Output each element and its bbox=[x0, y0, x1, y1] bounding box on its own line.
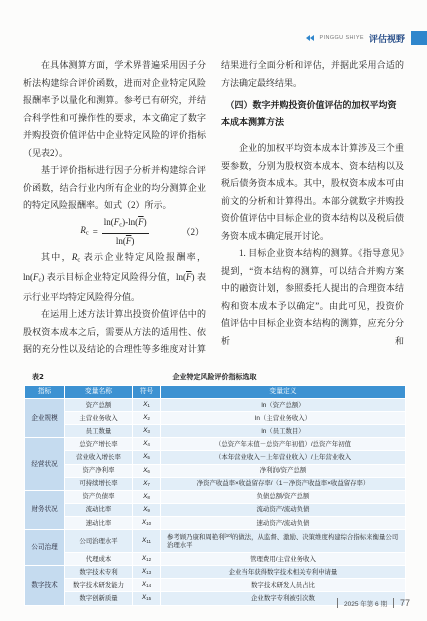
body-paragraph: 基于评价指标进行因子分析并构建综合评价函数，结合行业内所有企业的均分测算企业的特定风险报酬率。如式（2）所示。 bbox=[23, 165, 206, 210]
variable-name: 资产净利率 bbox=[65, 464, 133, 477]
table-row bbox=[25, 566, 406, 579]
text-run: ln( bbox=[115, 235, 126, 246]
math-variable: R bbox=[71, 251, 78, 262]
variable-name: 员工数量 bbox=[65, 425, 133, 438]
math-variable: F bbox=[33, 271, 39, 282]
symbol-letter: X bbox=[143, 414, 148, 422]
right-text-column bbox=[221, 57, 404, 350]
symbol-letter: X bbox=[143, 492, 148, 500]
body-paragraph: 在具体测算方面，学术界普遍采用因子分析法构建综合评价函数，进而对企业特定风险报酬率予以量化和测算。参考已有研究，并结合科学性和可操作性的要求，本文确定了数字并购投资价值评估中企业特定风险的评价指标（见表2）。 bbox=[23, 60, 206, 158]
table-row bbox=[25, 412, 406, 425]
math-variable: R bbox=[80, 224, 86, 235]
mean-variable: $\overline{F}$ bbox=[138, 217, 144, 228]
variable-symbol bbox=[133, 516, 161, 529]
reference-marker: [10] bbox=[224, 532, 232, 538]
symbol-letter: X bbox=[141, 518, 147, 526]
variable-definition: ln（员工数目） bbox=[161, 425, 406, 438]
indicator-category: 数字技术 bbox=[25, 566, 65, 605]
formula-equals-sign: = bbox=[92, 226, 98, 237]
symbol-letter: X bbox=[141, 594, 147, 602]
table-row bbox=[25, 451, 406, 464]
variable-name: 公司治理水平 bbox=[65, 530, 133, 553]
section-pinyin: PINGGU SHIYE bbox=[319, 35, 364, 41]
running-header bbox=[306, 32, 405, 44]
variable-name: 流动比率 bbox=[65, 503, 133, 516]
table-row bbox=[25, 516, 406, 529]
symbol-subscript: 10 bbox=[146, 521, 152, 527]
symbol-subscript: 6 bbox=[147, 468, 150, 474]
mean-variable: $\overline{F}$ bbox=[186, 271, 192, 282]
variable-name: 数字技术研发能力 bbox=[65, 579, 133, 592]
variable-symbol bbox=[133, 477, 161, 490]
symbol-letter: X bbox=[141, 568, 147, 576]
left-text-column bbox=[23, 57, 206, 359]
table-row bbox=[25, 490, 406, 503]
section-heading: （四）数字并购投资价值评估的加权平均资本成本测算方法 bbox=[221, 101, 397, 128]
body-paragraph: 1. 目标企业资本结构的测算。《指导意见》提到，“资本结构的测算，可以结合并购方案中的融资计划，参照委托人提出的合理资本结构和资本成本予以确定”。由此可见，投资价值评估中目标企业资本结构的测算，应充分分析和 bbox=[221, 248, 404, 346]
page-footer bbox=[337, 597, 410, 609]
text-run: ) 表示目标企业特定风险得分值，ln( bbox=[41, 271, 187, 282]
symbol-subscript: 4 bbox=[147, 442, 150, 448]
text-run: ) bbox=[131, 235, 135, 246]
symbol-letter: X bbox=[142, 537, 147, 545]
issue-number: 2025 年第 6 期 bbox=[343, 600, 387, 608]
symbol-subscript: 2 bbox=[147, 416, 150, 422]
body-paragraph: 结果进行全面分析和评估，并据此采用合适的方法确定最终结果。 bbox=[221, 60, 404, 88]
subscript: c bbox=[38, 276, 42, 284]
variable-definition: ln（主营业务收入） bbox=[161, 412, 406, 425]
symbol-letter: X bbox=[141, 581, 147, 589]
variable-symbol bbox=[133, 566, 161, 579]
table-caption bbox=[24, 371, 405, 383]
text-run: 参考顾乃康和周艳利 bbox=[167, 533, 225, 541]
symbol-letter: X bbox=[143, 440, 148, 448]
body-paragraph: 企业的加权平均资本成本计算涉及三个重要参数，分别为股权资本成本、资本结构以及税后债务资本成本。其中，股权资本成本可由前文的分析和计算得出。本部分就数字并购投资价值评估中目标企业的资本结构以及税后债务资本成本确定展开讨论。 bbox=[221, 143, 404, 241]
variable-name: 数字创新质量 bbox=[65, 592, 133, 605]
table-row bbox=[25, 425, 406, 438]
table-header-row bbox=[25, 386, 406, 399]
symbol-letter: X bbox=[143, 479, 148, 487]
symbol-letter: X bbox=[141, 555, 147, 563]
symbol-subscript: 9 bbox=[147, 507, 150, 513]
indicator-table bbox=[24, 385, 406, 606]
double-left-arrow-icon bbox=[306, 35, 314, 41]
table-row bbox=[25, 553, 406, 566]
indicator-category: 企业规模 bbox=[25, 399, 65, 438]
formula-denominator bbox=[116, 234, 135, 247]
subscript: c bbox=[85, 229, 89, 237]
symbol-subscript: 15 bbox=[146, 596, 152, 602]
variable-symbol bbox=[133, 438, 161, 451]
table-row bbox=[25, 530, 406, 553]
variable-definition: 速动资产/流动负债 bbox=[161, 516, 406, 529]
table-row bbox=[25, 477, 406, 490]
text-run: ) 表示行业平均特定风险得分值。 bbox=[23, 271, 206, 302]
header-color-block bbox=[411, 31, 427, 45]
footer-divider bbox=[337, 598, 338, 608]
variable-name: 可持续增长率 bbox=[65, 477, 133, 490]
subscript: c bbox=[77, 256, 81, 264]
symbol-letter: X bbox=[143, 466, 148, 474]
footer-divider bbox=[393, 598, 394, 608]
symbol-subscript: 7 bbox=[147, 481, 150, 487]
variable-name: 资产总额 bbox=[65, 399, 133, 412]
table-body bbox=[25, 399, 406, 606]
symbol-subscript: 12 bbox=[146, 557, 152, 563]
table-row bbox=[25, 579, 406, 592]
variable-definition: 净利润/资产总额 bbox=[161, 464, 406, 477]
indicator-category: 经营状况 bbox=[25, 438, 65, 490]
variable-definition: 负债总额/资产总额 bbox=[161, 490, 406, 503]
variable-definition: 企业数字专利被引次数 bbox=[161, 592, 406, 605]
equation-2 bbox=[23, 215, 206, 249]
symbol-letter: X bbox=[143, 453, 148, 461]
subscript: c bbox=[119, 221, 123, 229]
symbol-letter: X bbox=[143, 427, 148, 435]
variable-name: 速动比率 bbox=[65, 516, 133, 529]
variable-symbol bbox=[133, 412, 161, 425]
text-run: 其中， bbox=[41, 251, 72, 262]
table-row bbox=[25, 464, 406, 477]
indicator-category: 公司治理 bbox=[25, 530, 65, 566]
text-run: 表示企业特定风险报酬率，ln( bbox=[23, 251, 206, 282]
body-paragraph bbox=[23, 249, 206, 307]
text-run: )-ln( bbox=[122, 217, 139, 228]
variable-definition: 净资产收益率×收益留存率/（1－净资产收益率×收益留存率） bbox=[161, 477, 406, 490]
symbol-subscript: 5 bbox=[147, 455, 150, 461]
variable-definition: 流动资产/流动负债 bbox=[161, 503, 406, 516]
variable-symbol bbox=[133, 553, 161, 566]
variable-name: 主营业务收入 bbox=[65, 412, 133, 425]
variable-symbol bbox=[133, 592, 161, 605]
symbol-subscript: 11 bbox=[146, 539, 151, 545]
variable-symbol bbox=[133, 579, 161, 592]
text-run: ) bbox=[143, 217, 147, 228]
variable-symbol bbox=[133, 530, 161, 553]
variable-symbol bbox=[133, 464, 161, 477]
variable-symbol bbox=[133, 399, 161, 412]
table-row bbox=[25, 438, 406, 451]
indicator-category: 财务状况 bbox=[25, 490, 65, 529]
formula-fraction bbox=[102, 216, 149, 247]
symbol-subscript: 1 bbox=[147, 403, 150, 409]
variable-definition: （本年营业收入－上年营业收入）/上年营业收入 bbox=[161, 451, 406, 464]
variable-name: 营业收入增长率 bbox=[65, 451, 133, 464]
variable-definition: 管理费用/主营业务收入 bbox=[161, 553, 406, 566]
table-label: 表2 bbox=[32, 373, 44, 381]
variable-name: 数字技术专利 bbox=[65, 566, 133, 579]
variable-symbol bbox=[133, 425, 161, 438]
variable-symbol bbox=[133, 451, 161, 464]
column-header: 变量定义 bbox=[161, 386, 406, 399]
variable-symbol bbox=[133, 503, 161, 516]
formula-numerator bbox=[102, 216, 149, 234]
page-number: 77 bbox=[399, 598, 410, 608]
formula-lhs bbox=[80, 224, 88, 240]
equation-number: （2） bbox=[181, 226, 204, 237]
variable-name: 总资产增长率 bbox=[65, 438, 133, 451]
mean-variable: $\overline{F}$ bbox=[125, 235, 132, 246]
text-run: 的做法，从监督、激励、决策维度构建综合指标来衡量公司治理水平 bbox=[167, 533, 399, 550]
symbol-subscript: 8 bbox=[147, 494, 150, 500]
table-row bbox=[25, 399, 406, 412]
symbol-subscript: 3 bbox=[147, 429, 150, 435]
variable-name: 资产负债率 bbox=[65, 490, 133, 503]
symbol-subscript: 13 bbox=[146, 570, 152, 576]
symbol-subscript: 14 bbox=[146, 583, 152, 589]
variable-definition: ln（资产总额） bbox=[161, 399, 406, 412]
symbol-letter: X bbox=[143, 505, 148, 513]
math-variable: F bbox=[113, 217, 120, 228]
variable-definition: （总资产年末值－总资产年初值）/总资产年初值 bbox=[161, 438, 406, 451]
variable-definition: 数字技术研发人员占比 bbox=[161, 579, 406, 592]
text-run: ln( bbox=[103, 217, 114, 228]
symbol-letter: X bbox=[143, 401, 148, 408]
table-title: 企业特定风险评价指标选取 bbox=[172, 373, 257, 381]
variable-definition bbox=[161, 530, 406, 553]
column-header: 指标 bbox=[25, 386, 65, 399]
variable-name: 代理成本 bbox=[65, 553, 133, 566]
variable-definition: 企业当年获得数字技术相关专利申请量 bbox=[161, 566, 406, 579]
variable-symbol bbox=[133, 490, 161, 503]
column-header: 符号 bbox=[133, 386, 161, 399]
table-row bbox=[25, 503, 406, 516]
body-paragraph: 在运用上述方法计算出投资价值评估中的股权资本成本之后，需要从方法的适用性、依据的充分性以及结论的合理性等多维度对计算 bbox=[23, 309, 206, 355]
column-header: 变量名称 bbox=[65, 386, 133, 399]
section-title: 评估视野 bbox=[368, 34, 405, 45]
